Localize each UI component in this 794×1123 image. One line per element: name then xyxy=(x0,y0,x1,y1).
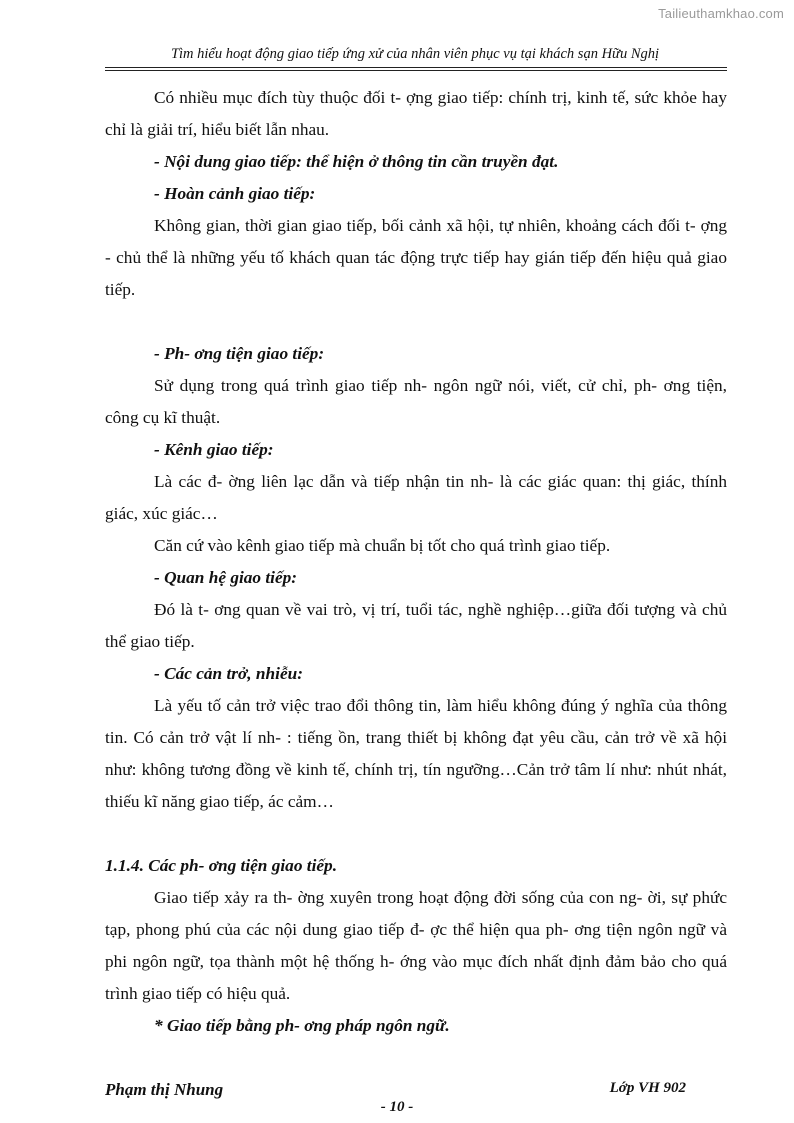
heading-means: - Ph- ơng tiện giao tiếp: xyxy=(154,344,325,363)
paragraph-context: Không gian, thời gian giao tiếp, bối cảnh xã hội, tự nhiên, khoảng cách đối t- ợng - chủ thể là những yếu tố khách quan tác động trực tiếp hay gián tiếp đến hiệu quả giao tiếp. xyxy=(105,216,727,299)
paragraph-obstacles: Là yếu tố cản trở việc trao đổi thông tin, làm hiểu không đúng ý nghĩa của thông tin. Có cản trở vật lí nh- : tiếng ồn, trang thiết bị không đạt yêu cầu, cản trở về xã hội như: không tương đồng về kinh tế, chính trị, tín ngưỡng…Cản trở tâm lí như: nhút nhát, thiếu kĩ năng giao tiếp, ác cảm… xyxy=(105,696,727,811)
document-body xyxy=(105,82,727,1042)
watermark-text: Tailieuthamkhao.com xyxy=(658,6,784,21)
running-header-title: Tìm hiểu hoạt động giao tiếp ứng xử của nhân viên phục vụ tại khách sạn Hữu Nghị xyxy=(170,46,660,62)
heading-content: - Nội dung giao tiếp: thể hiện ở thông tin cần truyền đạt. xyxy=(154,152,559,171)
footer-class: Lớp VH 902 xyxy=(609,1080,686,1096)
heading-verbal-communication: * Giao tiếp bằng ph- ơng pháp ngôn ngữ. xyxy=(154,1016,450,1035)
heading-context: - Hoàn cảnh giao tiếp: xyxy=(154,184,316,203)
paragraph-channel: Là các đ- ờng liên lạc dẫn và tiếp nhận tin nh- là các giác quan: thị giác, thính giác, xúc giác… xyxy=(105,472,727,523)
paragraph-relationship: Đó là t- ơng quan về vai trò, vị trí, tuổi tác, nghề nghiệp…giữa đối tượng và chủ thể giao tiếp. xyxy=(105,600,727,651)
paragraph-means: Sử dụng trong quá trình giao tiếp nh- ngôn ngữ nói, viết, cử chỉ, ph- ơng tiện, công cụ kĩ thuật. xyxy=(105,376,727,427)
blank-line xyxy=(105,306,727,338)
heading-channel: - Kênh giao tiếp: xyxy=(154,440,274,459)
heading-obstacles: - Các cản trở, nhiễu: xyxy=(154,664,303,683)
header-divider xyxy=(105,67,727,71)
heading-relationship: - Quan hệ giao tiếp: xyxy=(154,568,298,587)
footer-author: Phạm thị Nhung xyxy=(105,1080,224,1099)
section-heading-1-1-4: 1.1.4. Các ph- ơng tiện giao tiếp. xyxy=(105,856,338,875)
page-number: - 10 - xyxy=(380,1099,414,1115)
paragraph-communication-means: Giao tiếp xảy ra th- ờng xuyên trong hoạt động đời sống của con ng- ời, sự phức tạp, phong phú của các nội dung giao tiếp đ- ợc thể hiện qua ph- ơng tiện ngôn ngữ và phi ngôn ngữ, tọa thành một hệ thống h- ớng vào mục đích nhất định đảm bảo cho quá trình giao tiếp có hiệu quả. xyxy=(105,888,727,1003)
paragraph-channel-2: Căn cứ vào kênh giao tiếp mà chuẩn bị tốt cho quá trình giao tiếp. xyxy=(154,536,611,555)
blank-line xyxy=(105,818,727,850)
paragraph-purpose: Có nhiều mục đích tùy thuộc đối t- ợng giao tiếp: chính trị, kinh tế, sức khỏe hay chỉ là giải trí, hiểu biết lẫn nhau. xyxy=(105,88,727,139)
